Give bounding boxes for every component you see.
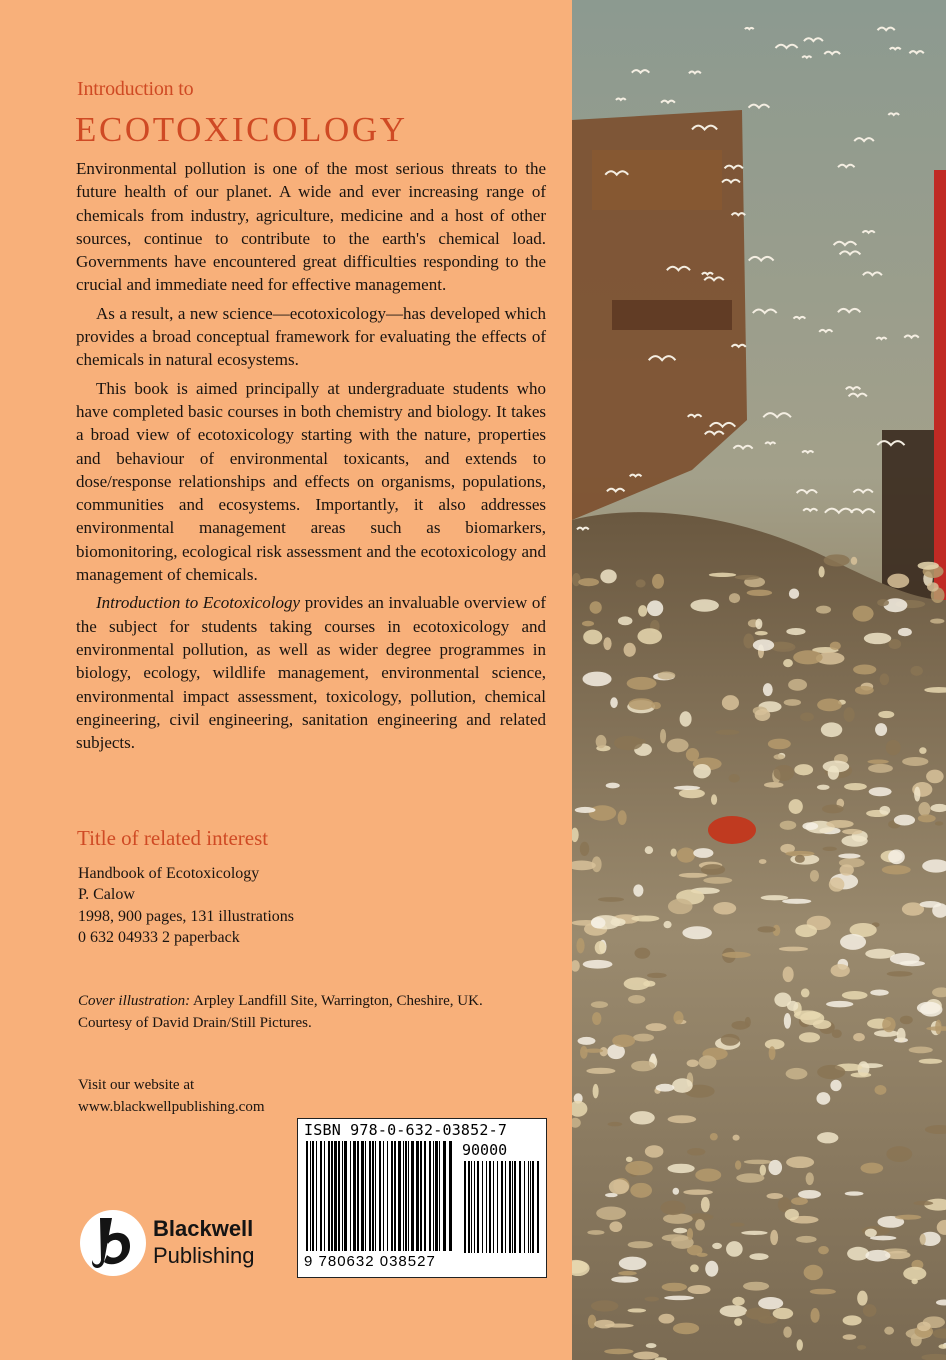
isbn-label: ISBN 978-0-632-03852-7: [304, 1121, 508, 1139]
related-title-block: [78, 863, 294, 949]
barcode-number: 9 780632 038527: [304, 1253, 436, 1270]
website-url: www.blackwellpublishing.com: [78, 1098, 265, 1115]
publisher-line2: Publishing: [153, 1243, 255, 1268]
website-intro: Visit our website at: [78, 1077, 195, 1093]
cover-photo-landfill: [572, 0, 946, 1360]
blurb: [76, 157, 546, 754]
related-book-isbn: 0 632 04933 2 paperback: [78, 929, 240, 947]
cover-credit-text: Arpley Landfill Site, Warrington, Cheshire, UK.: [190, 993, 483, 1009]
price-code: 90000: [462, 1141, 508, 1159]
blurb-paragraph: [76, 591, 546, 754]
series-label: Introduction to: [77, 78, 194, 100]
blurb-paragraph: This book is aimed principally at undergraduate students who have completed basic courses in both chemistry and biology. It takes a broad view of ecotoxicology starting with the nature, properties and behaviour of environmental toxicants, and extends to dose/response relationships and effects on organisms, populations, communities and ecosystems. Importantly, it also addresses environmental management areas such as biomarkers, biomonitoring, ecological risk assessment and the ecotoxicology and management of chemicals.: [76, 378, 546, 585]
related-book-details: 1998, 900 pages, 131 illustrations: [78, 907, 294, 925]
publisher-name: [153, 1215, 255, 1269]
related-book-author: P. Calow: [78, 886, 135, 904]
related-book-title: Handbook of Ecotoxicology: [78, 865, 260, 882]
isbn-barcode: [297, 1118, 547, 1278]
publisher-line1: Blackwell: [153, 1216, 254, 1241]
blurb-paragraph: Environmental pollution is one of the most serious threats to the future health of our planet. A wide and ever increasing range of chemicals from industry, agriculture, medicine and a host of other sources, continue to contribute to the earth's chemical load. Governments have encountered great difficulties responding to the crucial and immediate need for effective management.: [76, 159, 546, 295]
blackwell-logo-icon: [78, 1208, 148, 1278]
blurb-paragraph: As a result, a new science—ecotoxicology—has developed which provides a broad conceptual framework for evaluating the effects of chemicals in natural ecosystems.: [76, 303, 546, 370]
related-heading: Title of related interest: [77, 826, 269, 850]
cover-credit-line2: Courtesy of David Drain/Still Pictures.: [78, 1014, 312, 1031]
cover-credit-label: Cover illustration:: [78, 993, 191, 1009]
blurb-paragraph-text: provides an invaluable overview of the subject for students taking courses in ecotoxicology and environmental pollution, as well as wider degree programmes in biology, ecology, wildlife management, environmental science, environmental impact assessment, toxicology, pollution, chemical engineering, civil engineering, sanitation engineering and related subjects.: [76, 593, 547, 753]
cover-credit: [78, 991, 483, 1034]
website-block: [78, 1075, 265, 1118]
book-title: ECOTOXICOLOGY: [75, 110, 408, 149]
book-title-italic: Introduction to Ecotoxicology: [96, 593, 301, 613]
